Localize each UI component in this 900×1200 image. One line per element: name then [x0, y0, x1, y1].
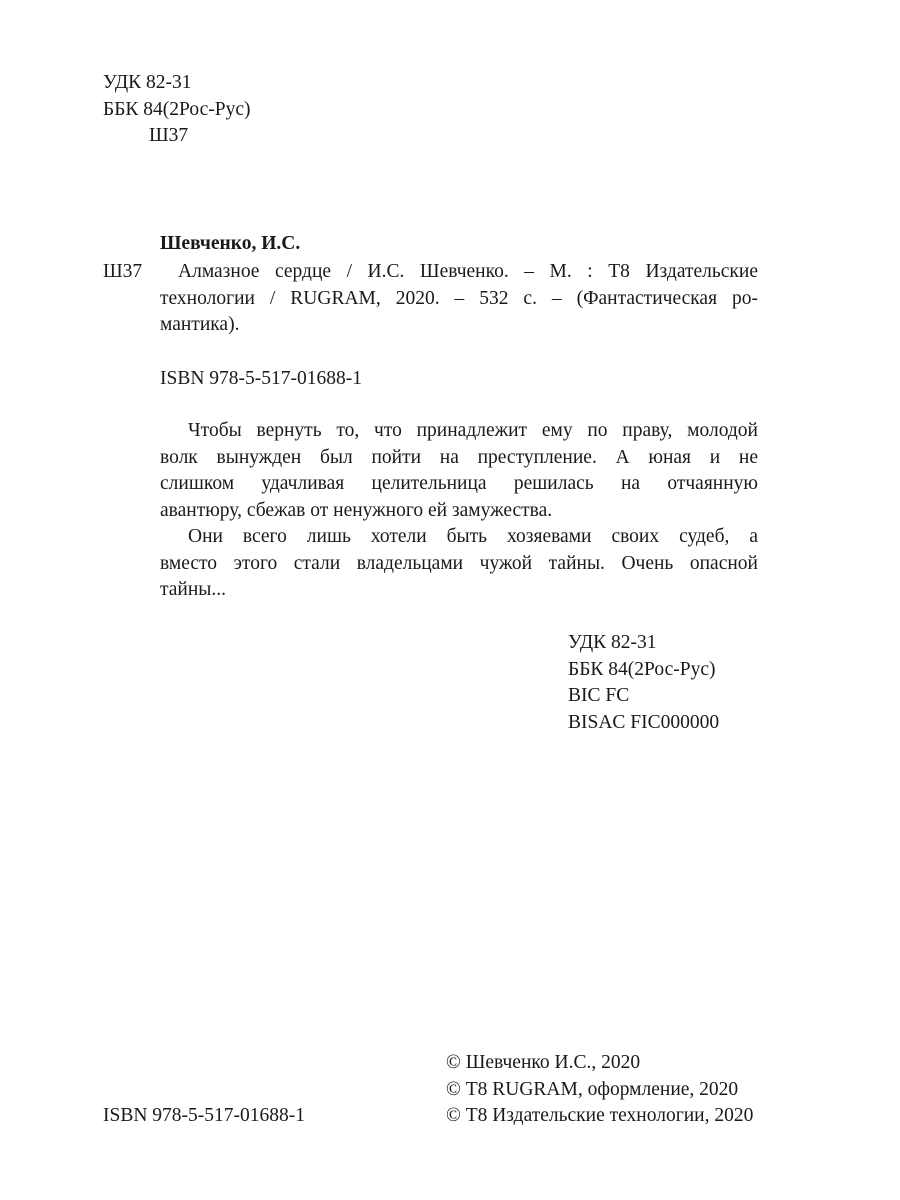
- udk-code: УДК 82-31: [103, 72, 192, 93]
- annotation-line: слишком удачливая целительница решилась на отчаянную: [160, 473, 758, 494]
- catalog-author: Шевченко, И.С.: [160, 233, 301, 254]
- copyright-line: © Т8 Издательские технологии, 2020: [446, 1105, 754, 1126]
- annotation-line: Чтобы вернуть то, что принадлежит ему по праву, молодой: [188, 420, 758, 441]
- class-code: ББК 84(2Рос-Рус): [568, 658, 716, 680]
- copyright-line: © Шевченко И.С., 2020: [446, 1052, 641, 1073]
- bibliographic-description: [160, 259, 758, 339]
- catalog-isbn: ISBN 978-5-517-01688-1: [160, 368, 363, 389]
- annotation-line: тайны...: [160, 579, 227, 600]
- biblio-line: технологии / RUGRAM, 2020. – 532 с. – (Фантастическая ро-: [160, 287, 758, 309]
- biblio-line: Алмазное сердце / И.С. Шевченко. – М. : Т8 Издательские: [178, 261, 758, 282]
- annotation-line: вместо этого стали владельцами чужой тайны. Очень опасной: [160, 552, 758, 574]
- catalog-author-mark: Ш37: [103, 261, 143, 282]
- class-code: УДК 82-31: [568, 632, 657, 653]
- biblio-line: мантика).: [160, 314, 240, 335]
- annotation: [160, 418, 758, 604]
- annotation-line: Они всего лишь хотели быть хозяевами своих судеб, а: [188, 526, 758, 547]
- classification-codes: [568, 630, 719, 736]
- class-code: BISAC FIC000000: [568, 711, 720, 733]
- author-mark: Ш37: [149, 125, 189, 146]
- copyright-line: © Т8 RUGRAM, оформление, 2020: [446, 1078, 739, 1100]
- annotation-line: авантюру, сбежав от ненужного ей замужества.: [160, 499, 553, 521]
- bottom-isbn: ISBN 978-5-517-01688-1: [103, 1105, 306, 1126]
- class-code: BIC FC: [568, 685, 630, 706]
- copyright-notices: [446, 1050, 753, 1130]
- bbk-code: ББК 84(2Рос-Рус): [103, 98, 251, 120]
- top-classification-codes: [103, 70, 251, 150]
- annotation-line: волк вынужден был пойти на преступление. А юная и не: [160, 446, 758, 468]
